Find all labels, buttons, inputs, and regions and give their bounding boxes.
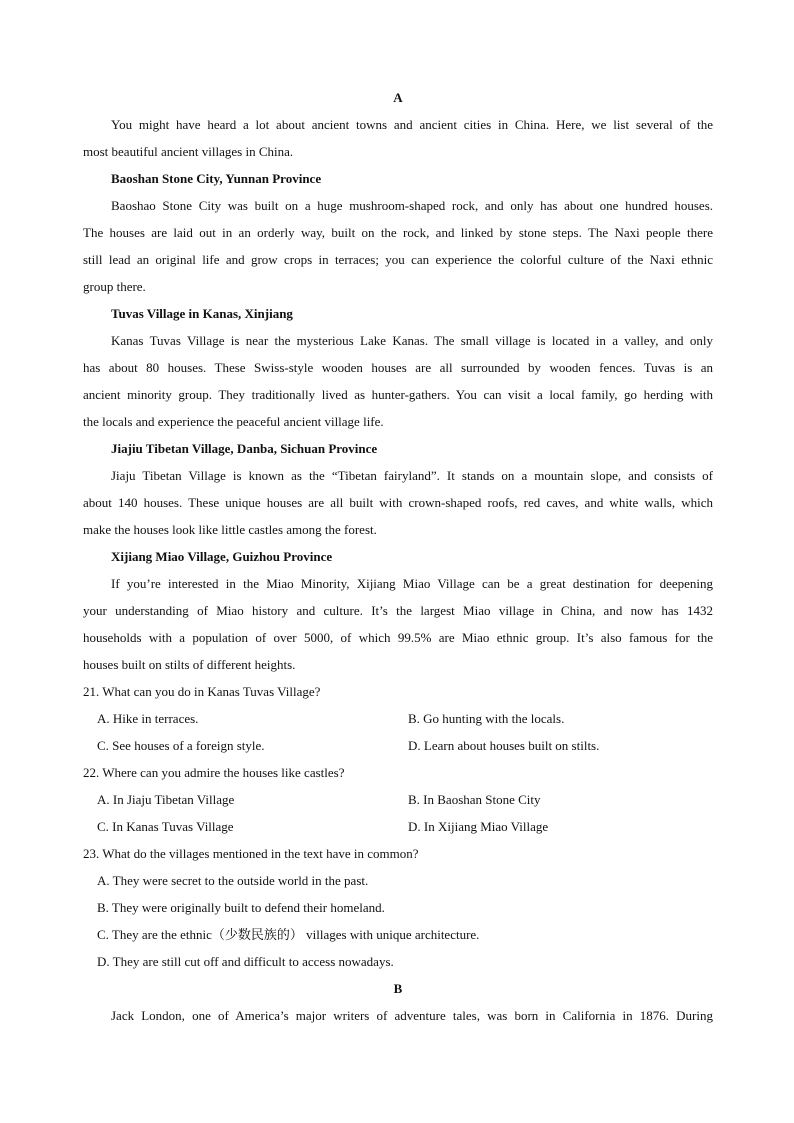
paragraph-line: ancient minority group. They traditionally lived as hunter-gathers. You can visit a local family, go herding with	[83, 387, 713, 402]
village-title-baoshan: Baoshan Stone City, Yunnan Province	[111, 171, 322, 186]
intro-line-1: You might have heard a lot about ancient towns and ancient cities in China. Here, we list several of the	[111, 117, 713, 132]
paragraph-line: your understanding of Miao history and culture. It’s the largest Miao village in China, and now has 1432	[83, 603, 713, 618]
intro-line-2: most beautiful ancient villages in China.	[83, 144, 294, 159]
question-23-stem: 23. What do the villages mentioned in the text have in common?	[83, 846, 419, 861]
village-title-tuvas: Tuvas Village in Kanas, Xinjiang	[111, 306, 293, 321]
section-a-heading: A	[393, 90, 403, 105]
question-22-stem: 22. Where can you admire the houses like castles?	[83, 765, 345, 780]
question-21-option-c: C. See houses of a foreign style.	[97, 738, 265, 753]
question-22-option-b: B. In Baoshan Stone City	[408, 792, 541, 807]
question-23-option-c: C. They are the ethnic（少数民族的） villages with unique architecture.	[97, 927, 480, 942]
paragraph-line: The houses are laid out in an orderly way, built on the rock, and linked by stone steps. The Naxi people there	[83, 225, 713, 240]
question-21-stem: 21. What can you do in Kanas Tuvas Village?	[83, 684, 321, 699]
paragraph-line: about 140 houses. These unique houses are all built with crown-shaped roofs, red caves, and white walls, which	[83, 495, 713, 510]
section-b-line-1: Jack London, one of America’s major writers of adventure tales, was born in California in 1876. During	[111, 1008, 713, 1023]
paragraph-line: Kanas Tuvas Village is near the mysterious Lake Kanas. The small village is located in a valley, and only	[111, 333, 713, 348]
question-23-option-a: A. They were secret to the outside world in the past.	[97, 873, 369, 888]
paragraph-line: Jiaju Tibetan Village is known as the “Tibetan fairyland”. It stands on a mountain slope, and consists of	[111, 468, 713, 483]
paragraph-line: houses built on stilts of different heights.	[83, 657, 296, 672]
village-title-jiajiu: Jiajiu Tibetan Village, Danba, Sichuan Province	[111, 441, 378, 456]
question-22-option-a: A. In Jiaju Tibetan Village	[97, 792, 235, 807]
paragraph-line: has about 80 houses. These Swiss-style wooden houses are all surrounded by wooden fences. Tuvas is an	[83, 360, 713, 375]
question-21-option-a: A. Hike in terraces.	[97, 711, 199, 726]
question-23-option-d: D. They are still cut off and difficult to access nowadays.	[97, 954, 394, 969]
question-22-option-d: D. In Xijiang Miao Village	[408, 819, 549, 834]
paragraph-line: the locals and experience the peaceful ancient village life.	[83, 414, 384, 429]
village-title-xijiang: Xijiang Miao Village, Guizhou Province	[111, 549, 333, 564]
paragraph-line: group there.	[83, 279, 146, 294]
question-21-option-b: B. Go hunting with the locals.	[408, 711, 565, 726]
paragraph-line: If you’re interested in the Miao Minority, Xijiang Miao Village can be a great destination for deepening	[111, 576, 713, 591]
question-22-option-c: C. In Kanas Tuvas Village	[97, 819, 234, 834]
paragraph-line: Baoshao Stone City was built on a huge mushroom-shaped rock, and only has about one hundred houses.	[111, 198, 713, 213]
paragraph-line: still lead an original life and grow crops in terraces; you can experience the colorful culture of the Naxi ethnic	[83, 252, 713, 267]
question-23-option-b: B. They were originally built to defend their homeland.	[97, 900, 385, 915]
paragraph-line: households with a population of over 5000, of which 99.5% are Miao ethnic group. It’s also famous for the	[83, 630, 713, 645]
paragraph-line: make the houses look like little castles among the forest.	[83, 522, 377, 537]
question-21-option-d: D. Learn about houses built on stilts.	[408, 738, 600, 753]
section-b-heading: B	[393, 981, 403, 996]
